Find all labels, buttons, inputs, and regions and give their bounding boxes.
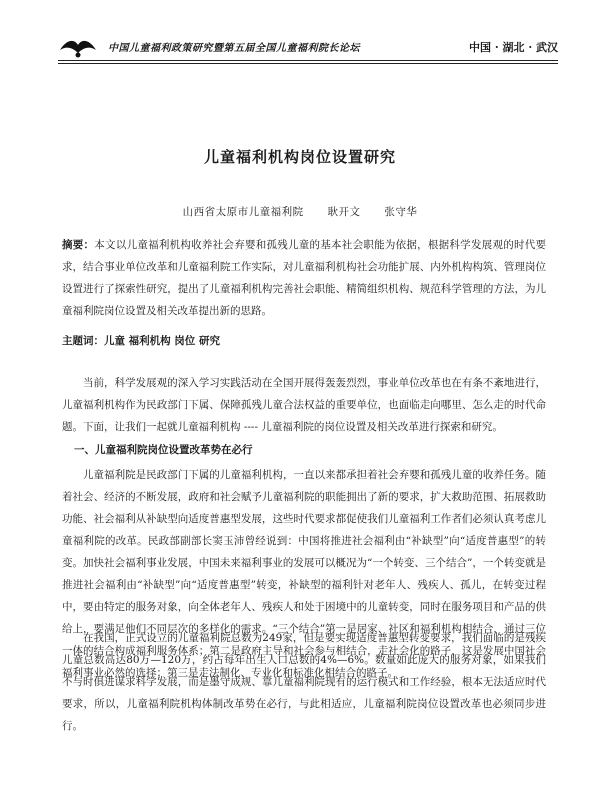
abstract-text: 本文以儿童福利机构收养社会弃婴和孤残儿童的基本社会职能为依据，根据科学发展观的时代要求，结合事业单位改革和儿童福利院工作实际，对儿童福利机构社会功能扩展、内外机构构筑、管理岗位设置进行了探索性研究，提出了儿童福利机构完善社会职能、精简组织机构、规范科学管理的方法，为儿童福利院岗位设置及相关改革提出新的思路。: [62, 239, 547, 317]
conference-location: 中国 · 湖北 · 武汉: [469, 41, 558, 54]
dove-logo-icon: [58, 36, 98, 58]
abstract: [62, 234, 546, 322]
article-title: 儿童福利机构岗位设置研究: [203, 148, 396, 166]
body-paragraph: 儿童福利院是民政部门下属的儿童福利机构，一直以来都承担着社会弃婴和孤残儿童的收养任务。随着社会、经济的不断发展，政府和社会赋予儿童福利院的职能拥出了新的要求，扩大救助范围、拓展救助功能、社会福利从补缺型向适度普惠型发展，这些时代要求都促使我们儿童福利工作者们必须认真考虑儿童福利院的改革。民政部副部长窦玉沛曾经说到：中国将推进社会福利由“补缺型”向“适度普惠型”的转变。加快社会福利事业发展，中国未来福利事业的发展可以概况为“一个转变、三个结合”，一个转变就是推进社会福利由“补缺型”向“适度普惠型”转变，补缺型的福利针对老年人、残疾人、孤儿，在转变过程中，要由特定的服务对象，向全体老年人、残疾人和处于困境中的儿童转变，同时在服务项目和产品的供给上，要满足他们不同层次的多样化的需求。“三个结合”第一是居家、社区和福利机构相结合，通过三位一体的结合构成福利服务体系；第二是政府主导和社会参与相结合，走社会化的路子，这是发展中国社会福利事业必然的选择；第三是走法制化、专业化和标准化相结合的路子。: [62, 469, 546, 679]
header-rule-thin: [58, 63, 558, 64]
keywords-text: 儿童 福利机构 岗位 研究: [104, 335, 220, 347]
author-line: [0, 204, 600, 219]
author-name: 张守华: [384, 206, 418, 218]
keywords: [62, 330, 546, 352]
running-title: 中国儿童福利政策研究暨第五届全国儿童福利院长论坛: [108, 43, 360, 54]
affiliation: 山西省太原市儿童福利院: [182, 206, 304, 218]
keywords-label: 主题词：: [62, 335, 104, 347]
section-heading: 一、儿童福利院岗位设置改革势在必行: [74, 444, 253, 456]
author-name: 耿开文: [327, 206, 361, 218]
intro-paragraph: 当前，科学发展观的深入学习实践活动在全国开展得轰轰烈烈，事业单位改革也在有条不紊地进行，儿童福利机构作为民政部门下属、保障孤残儿童合法权益的重要单位，也面临走向哪里、怎么走的时代命题。下面，让我们一起就儿童福利机构 ---- 儿童福利院的岗位设置及相关改革进行探索和研究。: [62, 377, 546, 433]
running-header: [58, 36, 558, 58]
body-paragraph: 在我国，正式设立的儿童福利院总数为249家，但是要实现适度普惠型转变要求，我们面临的是残疾儿童总数高达80万—120万，约占每年出生人口总数的4%—6%。数量如此庞大的服务对象，如果我们不与时俱进谋求科学发展，而是墨守成规、靠儿童福利院现有的运行模式和工作经验，根本无法适应时代要求，所以，儿童福利院机构体制改革势在必行，与此相适应，儿童福利院岗位设置改革也必须同步进行。: [62, 632, 546, 732]
abstract-label: 摘要：: [62, 239, 95, 251]
header-rule: [58, 60, 558, 61]
